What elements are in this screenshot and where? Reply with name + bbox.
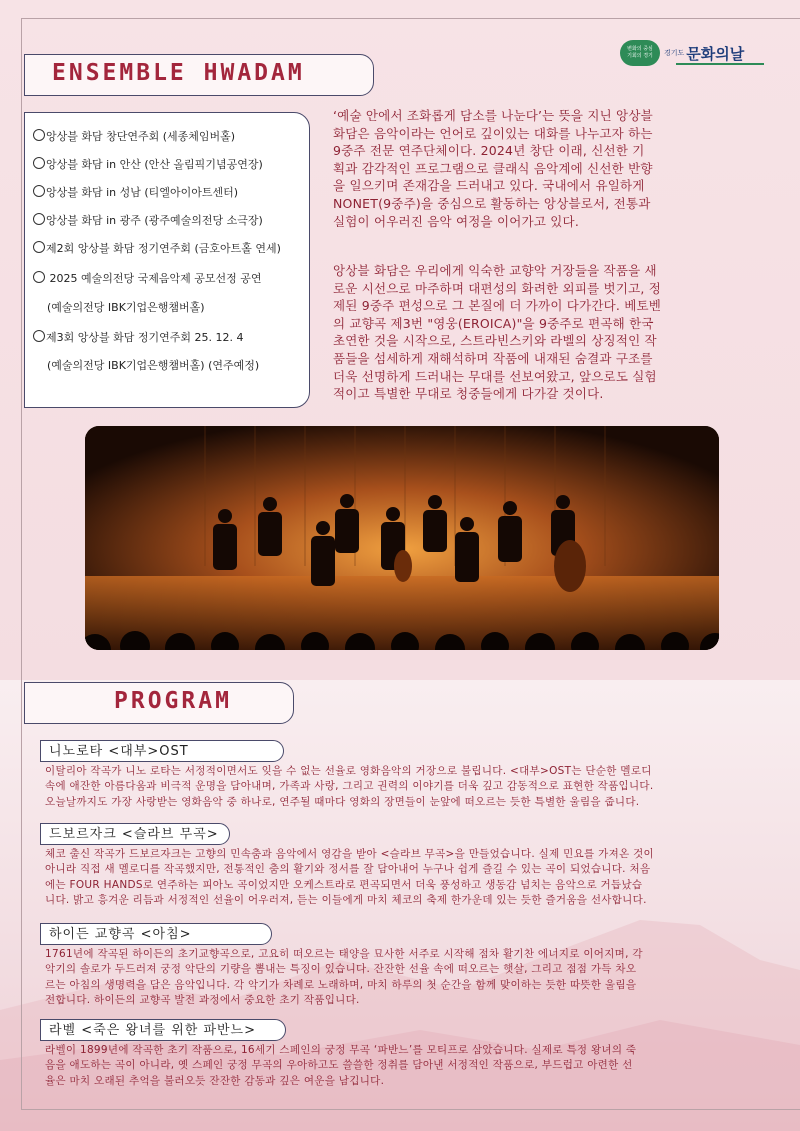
logo-badge-line2: 기회의 경기 xyxy=(627,53,653,59)
list-item: 제3회 앙상블 화담 정기연주회 25. 12. 4 xyxy=(33,329,243,345)
intro-paragraph-1: ‘예술 안에서 조화롭게 담소를 나눈다’는 뜻을 지닌 앙상블 화담은 음악이라는 언어로 깊이있는 대화를 나누고자 하는 9중주 전문 연주단체이다. 2024년 창단 이래, 신선한 기 획과 감각적인 프로그램으로 클래식 음악계에 신선한 반향 을 일으키며 존재감을 드러내고 있다. 국내에서 유일하게 NONET(9중주)을 중심으로 활동하는 앙상블로서, 전통과 실험이 어우러진 음악 여정을 이어가고 있다. xyxy=(333,108,653,229)
logo-small-text: 경기도 xyxy=(664,49,685,57)
circle-bullet-icon xyxy=(33,213,45,225)
list-item: 앙상블 화담 in 안산 (안산 올림픽기념공연장) xyxy=(33,156,263,172)
list-item-continued: (예술의전당 IBK기업은행챔버홀) (연주예정) xyxy=(47,359,260,372)
program-description-2: 체코 출신 작곡가 드보르자크는 고향의 민속춤과 음악에서 영감을 받아 <슬라브 무곡>을 만들었습니다. 실제 민요를 가져온 것이 아니라 직접 새 멜로디를 작곡했지만, 전통적인 춤의 활기와 정서를 잘 담아내어 누구나 쉽게 즐길 수 있는 곡이 되었습니다. 처음 에는 FOUR HANDS로 연주하는 피아노 곡이었지만 오케스트라로 편곡되면서 더욱 풍성하고 생동감 넘치는 음악으로 거듭났습 니다. 밝고 흥겨운 리듬과 서정적인 선율이 어우러져, 듣는 이들에게 마치 체코의 축제 한가운데 있는 듯한 즐거움을 선사합니다. xyxy=(45,848,654,907)
circle-bullet-icon xyxy=(33,185,45,197)
program-heading-2: 드보르자크 <슬라브 무곡> xyxy=(40,823,230,845)
ensemble-performance-photo xyxy=(85,426,719,650)
logo-badge xyxy=(620,40,660,66)
program-heading-3: 하이든 교향곡 <아침> xyxy=(40,923,272,945)
list-item: 2025 예술의전당 국제음악제 공모선정 공연 xyxy=(33,270,262,286)
list-item: 앙상블 화담 in 광주 (광주예술의전당 소극장) xyxy=(33,212,263,228)
list-item: 앙상블 화담 in 성남 (티엘아이아트센터) xyxy=(33,184,238,200)
ensemble-title: ENSEMBLE HWADAM xyxy=(52,60,305,86)
circle-bullet-icon xyxy=(33,129,45,141)
program-description-1: 이탈리아 작곡가 니노 로타는 서정적이면서도 잊을 수 없는 선율로 영화음악의 거장으로 불립니다. <대부>OST는 단순한 멜로디 속에 애잔한 아름다움과 비극적 운명을 담아내며, 가족과 사랑, 그리고 권력의 이야기를 더욱 깊고 감동적으로 표현한 작품입니다. 오늘날까지도 가장 사랑받는 영화음악 중 하나로, 연주될 때마다 영화의 장면들이 눈앞에 떠오르는 듯한 특별한 울림을 줍니다. xyxy=(45,765,654,808)
program-title: PROGRAM xyxy=(114,688,232,714)
circle-bullet-icon xyxy=(33,271,45,283)
logo-main-text: 문화의날 xyxy=(686,44,745,63)
circle-bullet-icon xyxy=(33,241,45,253)
logo-underline xyxy=(676,63,764,65)
logo-badge-line1: 변화의 중심 xyxy=(627,46,653,52)
performance-list xyxy=(24,112,310,408)
circle-bullet-icon xyxy=(33,157,45,169)
program-description-4: 라벨이 1899년에 작곡한 초기 작품으로, 16세기 스페인의 궁정 무곡 ‘파반느’를 모티프로 삼았습니다. 실제로 특정 왕녀의 죽 음을 애도하는 곡이 아니라, 옛 스페인 궁정 무곡의 우아하고도 쓸쓸한 정취를 담아낸 서정적인 작품으로, 부드럽고 아련한 선 율은 마치 오래된 추억을 불러오듯 잔잔한 감동과 깊은 여운을 남깁니다. xyxy=(45,1044,637,1087)
list-item: 제2회 앙상블 화담 정기연주회 (금호아트홀 연세) xyxy=(33,240,281,256)
program-heading-4: 라벨 <죽은 왕녀를 위한 파반느> xyxy=(40,1019,286,1041)
program-heading-1: 니노로타 <대부>OST xyxy=(40,740,284,762)
list-item-continued: (예술의전당 IBK기업은행챔버홀) xyxy=(47,301,205,314)
circle-bullet-icon xyxy=(33,330,45,342)
program-description-3: 1761년에 작곡된 하이든의 초기교향곡으로, 고요히 떠오르는 태양을 묘사한 서주로 시작해 점차 활기찬 에너지로 이어지며, 각 악기의 솔로가 두드러져 궁정 악단의 기량을 뽐내는 특징이 있습니다. 잔잔한 선율 속에 떠오르는 햇살, 그리고 점점 가득 차오 르는 아침의 생명력을 담은 음악입니다. 각 악기가 차례로 노래하며, 마치 하루의 첫 순간을 함께 맞이하는 듯한 따뜻한 울림을 전합니다. 하이든의 교향곡 발전 과정에서 중요한 초기 작품입니다. xyxy=(45,948,643,1007)
list-item: 앙상블 화담 창단연주회 (세종체임버홀) xyxy=(33,128,235,144)
intro-paragraph-2: 앙상블 화담은 우리에게 익숙한 교향악 거장들을 작품을 새 로운 시선으로 마주하며 대편성의 화려한 외피를 벗기고, 정 제된 9중주 편성으로 그 본질에 더 가까이 다가간다. 베토벤 의 교향곡 제3번 "영웅(EROICA)"을 9중주로 편곡해 한국 초연한 것을 시작으로, 스트라빈스키와 라벨의 상징적인 작 품들을 섬세하게 재해석하며 작품에 내재된 숨결과 구조를 더욱 선명하게 드러내는 무대를 선보여왔고, 앞으로도 실험 적이고 특별한 무대로 청중들에게 다가갈 것이다. xyxy=(333,263,662,402)
